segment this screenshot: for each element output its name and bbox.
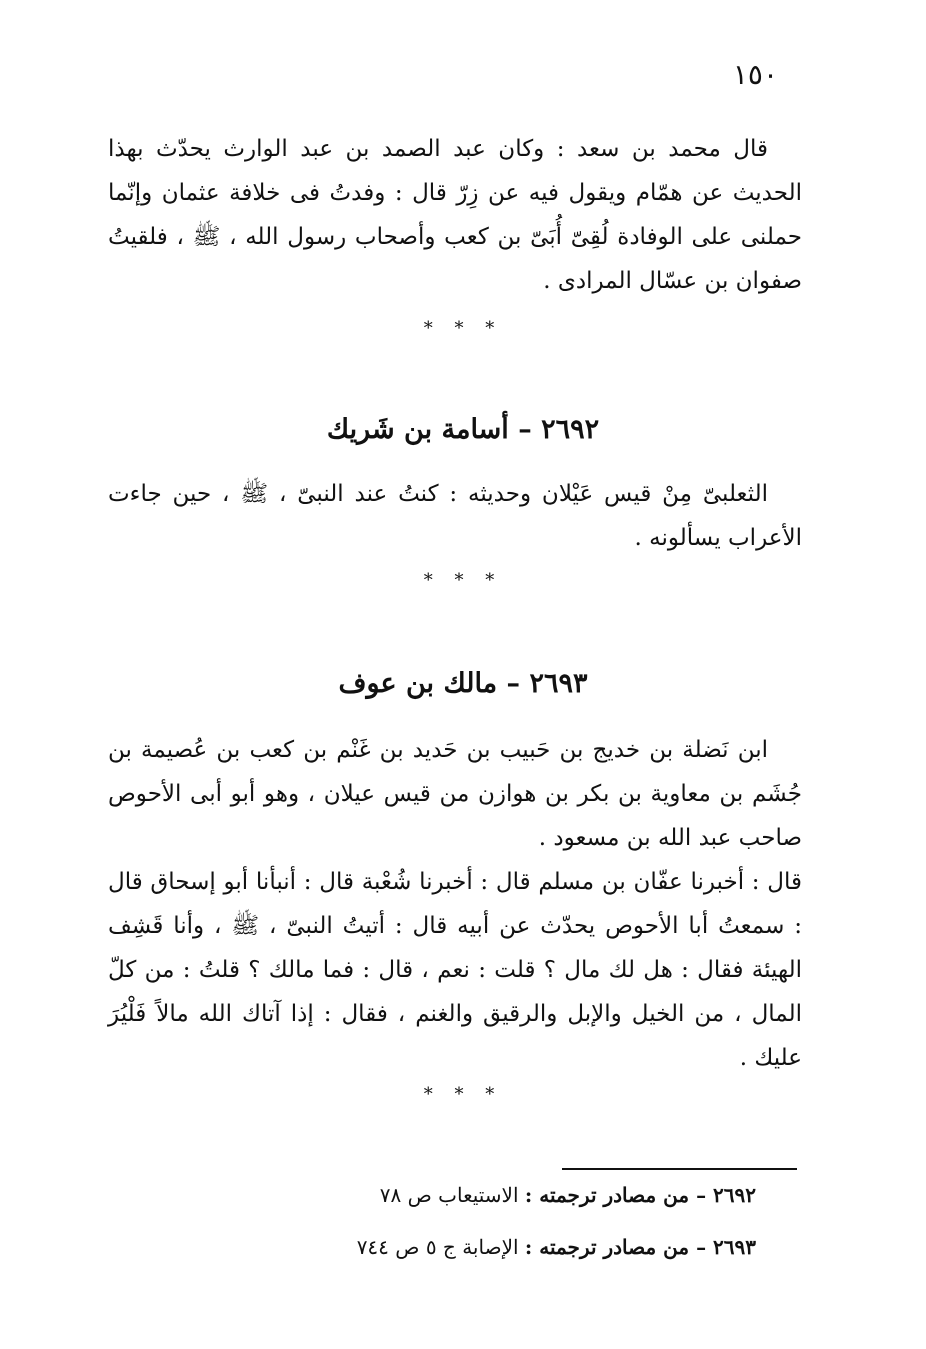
section-separator: * * * — [423, 570, 503, 591]
section-separator: * * * — [423, 1084, 503, 1105]
footnote-text: الإصابة ج ٥ ص ٧٤٤ — [356, 1235, 519, 1259]
entry-heading-2692: ٢٦٩٢ – أسامة بن شَريك — [326, 414, 600, 445]
page-number: ١٥٠ — [732, 58, 778, 91]
footnote-2692 — [380, 1183, 756, 1207]
footnote-text: الاستيعاب ص ٧٨ — [379, 1183, 519, 1207]
entry-2693-body — [108, 728, 802, 1080]
intro-paragraph-text: قال محمد بن سعد : وكان عبد الصمد بن عبد الوارث يحدّث بهذا الحديث عن همّام ويقول فيه عن زِرّ قال : وفدتُ فى خلافة عثمان وإنّما حملنى على الوفادة لُقِىّ أُبَىّ بن كعب وأصحاب رسول الله ، ﷺ ، فلقيتُ صفوان بن عسّال المرادى . — [108, 136, 802, 294]
intro-paragraph — [108, 127, 802, 303]
entry-heading-2693: ٢٦٩٣ – مالك بن عوف — [338, 668, 588, 699]
footnote-label: ٢٦٩٣ – من مصادر ترجمته : — [524, 1235, 756, 1259]
entry-2692-paragraph: الثعلبىّ مِنْ قيس عَيْلان وحديثه : كنتُ عند النبىّ ، ﷺ ، حين جاءت الأعراب يسألونه . — [108, 481, 802, 551]
footnote-2693 — [357, 1235, 756, 1259]
footnote-label: ٢٦٩٢ – من مصادر ترجمته : — [524, 1183, 756, 1207]
footnote-divider — [562, 1168, 797, 1170]
section-separator: * * * — [423, 318, 503, 339]
entry-2693-paragraph-2: قال : أخبرنا عفّان بن مسلم قال : أخبرنا شُعْبة قال : أنبأنا أبو إسحاق قال : سمعتُ أبا الأحوص يحدّث عن أبيه قال : أتيتُ النبىّ ، ﷺ ، وأنا قَشِف الهيئة فقال : هل لك مال ؟ قلت : نعم ، قال : فما مالك ؟ قلتُ : من كلّ المال ، من الخيل والإبل والرقيق والغنم ، فقال : إذا آتاك الله مالاً فَلْيُرَ عليك . — [108, 869, 802, 1071]
entry-2692-body — [108, 472, 802, 560]
entry-2693-paragraph-1: ابن نَضلة بن خديج بن حَبيب بن حَديد بن غَنْم بن كعب بن عُصيمة بن جُشَم بن معاوية بن بكر بن هوازن من قيس عيلان ، وهو أبو أبى الأحوص صاحب عبد الله بن مسعود . — [108, 737, 802, 851]
